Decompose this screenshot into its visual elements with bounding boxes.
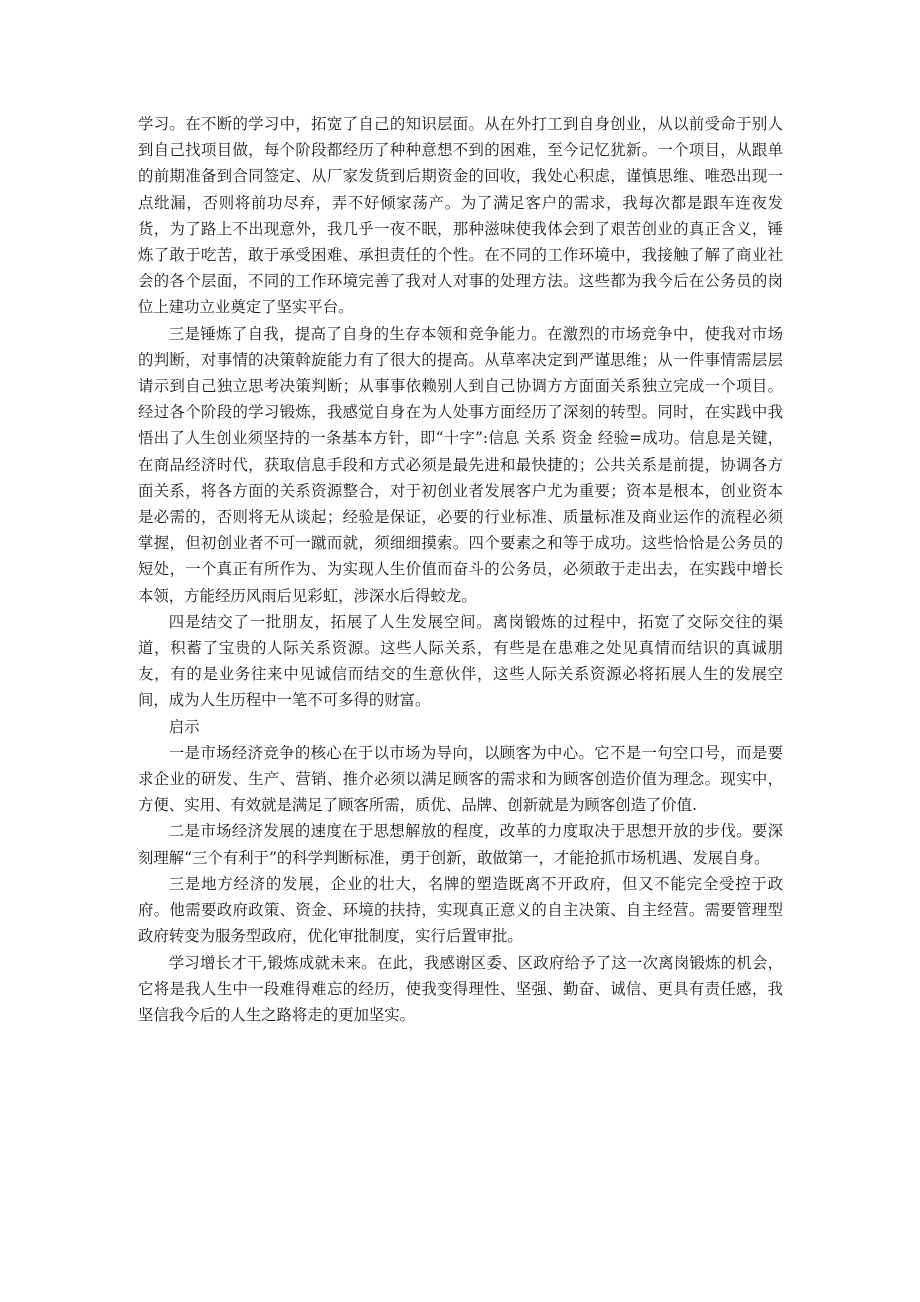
paragraph-point-four: 四是结交了一批朋友，拓展了人生发展空间。离岗锻炼的过程中，拓宽了交际交往的渠道，积蓄了宝贵的人际关系资源。这些人际关系，有些是在患难之处见真情而结识的真诚朋友，有的是业务往来中见诚信而结交的生意伙伴，这些人际关系资源必将拓展人生的发展空间，成为人生历程中一笔不可多得的财富。 — [138, 612, 783, 710]
document-body — [138, 111, 783, 1028]
paragraph-insight-one: 一是市场经济竞争的核心在于以市场为导向，以顾客为中心。它不是一句空口号，而是要求企业的研发、生产、营销、推介必须以满足顾客的需求和为顾客创造价值为理念。现实中，方便、实用、有效就是满足了顾客所需，质优、品牌、创新就是为顾客创造了价值. — [138, 743, 783, 815]
section-heading-insights: 启示 — [168, 717, 200, 736]
paragraph-insight-two: 二是市场经济发展的速度在于思想解放的程度，改革的力度取决于思想开放的步伐。要深刻理解“三个有利于”的科学判断标准，勇于创新，敢做第一，才能抢抓市场机遇、发展自身。 — [138, 822, 783, 867]
paragraph-continued-study: 学习。在不断的学习中，拓宽了自己的知识层面。从在外打工到自身创业，从以前受命于别人到自己找项目做，每个阶段都经历了种种意想不到的困难，至今记忆犹新。一个项目，从跟单的前期准备到合同签定、从厂家发货到后期资金的回收，我处心积虑，谨慎思维、唯恐出现一点纰漏，否则将前功尽弃，弄不好倾家荡产。为了满足客户的需求，我每次都是跟车连夜发货，为了路上不出现意外，我几乎一夜不眠，那种滋味使我体会到了艰苦创业的真正含义，锤炼了敢于吃苦，敢于承受困难、承担责任的个性。在不同的工作环境中，我接触了解了商业社会的各个层面，不同的工作环境完善了我对人对事的处理方法。这些都为我今后在公务员的岗位上建功立业奠定了坚实平台。 — [138, 115, 783, 317]
paragraph-conclusion: 学习增长才干,锻炼成就未来。在此，我感谢区委、区政府给予了这一次离岗锻炼的机会，它将是我人生中一段难得难忘的经历，使我变得理性、坚强、勤奋、诚信、更具有责任感，我坚信我今后的人生之路将走的更加坚实。 — [138, 953, 783, 1024]
paragraph-insight-three: 三是地方经济的发展，企业的壮大，名牌的塑造既离不开政府，但又不能完全受控于政府。他需要政府政策、资金、环境的扶持，实现真正意义的自主决策、自主经营。需要管理型政府转变为服务型政府，优化审批制度，实行后置审批。 — [138, 874, 783, 946]
paragraph-point-three: 三是锤炼了自我，提高了自身的生存本领和竞争能力。在激烈的市场竞争中，使我对市场的判断，对事情的决策斡旋能力有了很大的提高。从草率决定到严谨思维；从一件事情需层层请示到自己独立思考决策判断；从事事依赖别人到自己协调方方面面关系独立完成一个项目。经过各个阶段的学习锻炼，我感觉自身在为人处事方面经历了深刻的转型。同时，在实践中我悟出了人生创业须坚持的一条基本方针，即“十字”:信息 关系 资金 经验=成功。信息是关键，在商品经济时代，获取信息手段和方式必须是最先进和最快捷的；公共关系是前提，协调各方面关系，将各方面的关系资源整合，对于初创业者发展客户尤为重要；资本是根本，创业资本是必需的，否则将无从谈起；经验是保证，必要的行业标准、质量标准及商业运作的流程必须掌握，但初创业者不可一蹴而就，须细细摸索。四个要素之和等于成功。这些恰恰是公务员的短处，一个真正有所作为、为实现人生价值而奋斗的公务员，必须敢于走出去，在实践中增长本领，方能经历风雨后见彩虹，涉深水后得蛟龙。 — [138, 324, 783, 605]
